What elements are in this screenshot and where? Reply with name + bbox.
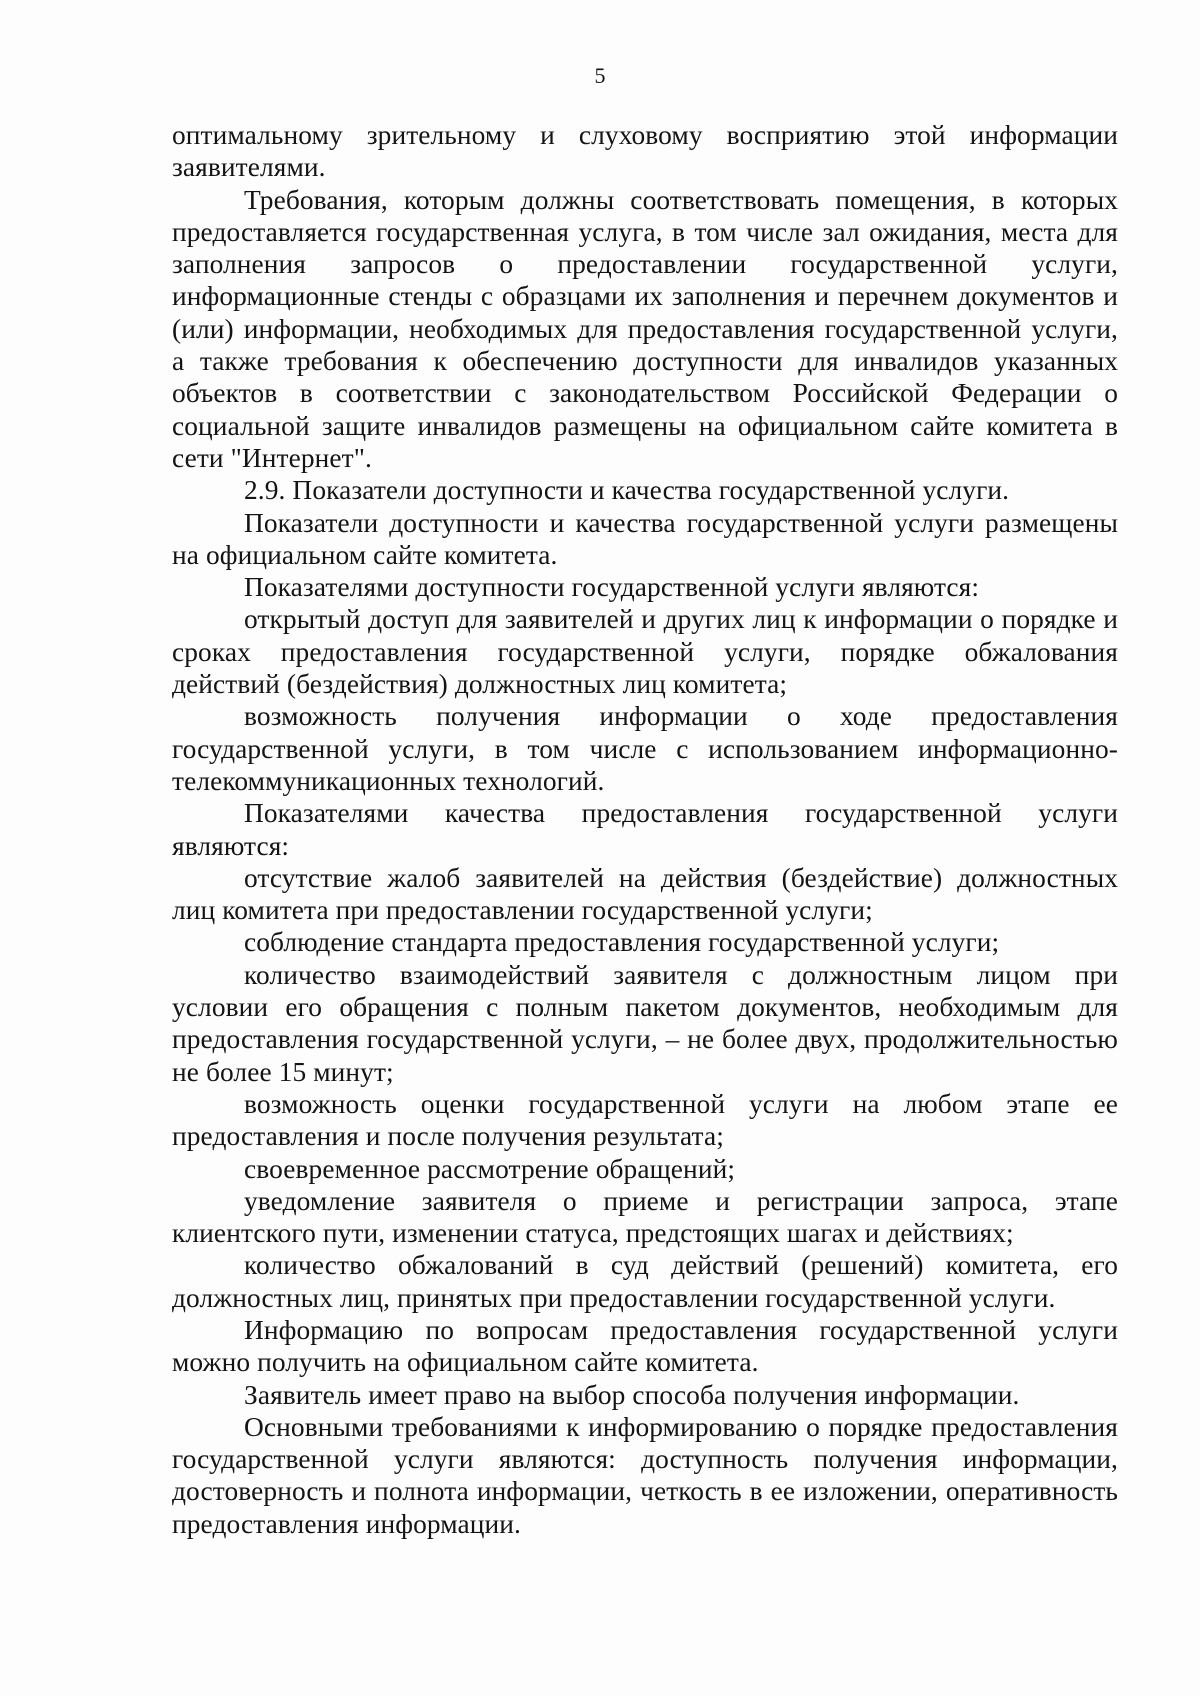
paragraph-5: Показателями доступности государственной услуги являются: [244,572,980,603]
page-number: 5 [594,63,606,88]
paragraph-9: отсутствие жалоб заявителей на действия (бездействие) должностных лиц комитета при предоставлении государственной услуги; [172,862,1118,926]
paragraph-16: Информацию по вопросам предоставления государственной услуги можно получить на официальном сайте комитета. [172,1314,1118,1378]
paragraph-13: своевременное рассмотрение обращений; [244,1153,736,1184]
paragraph-12: возможность оценки государственной услуги на любом этапе ее предоставления и после получения результата; [172,1088,1118,1152]
paragraph-7: возможность получения информации о ходе предоставления государственной услуги, в том числе с использованием информационно-телекоммуникационных технологий. [172,701,1118,796]
paragraph-17: Заявитель имеет право на выбор способа получения информации. [244,1379,1020,1410]
paragraph-8: Показателями качества предоставления государственной услуги являются: [172,798,1118,861]
document-body [172,119,1118,1540]
paragraph-1: оптимальному зрительному и слуховому восприятию этой информации заявителями. [172,120,1118,183]
paragraph-6: открытый доступ для заявителей и других лиц к информации о порядке и сроках предоставления государственной услуги, порядке обжалования действий (бездействия) должностных лиц комитета; [172,604,1118,700]
paragraph-18: Основными требованиями к информированию о порядке предоставления государственной услуги являются: доступность получения информации, достоверность и полнота информации, четкость в ее изложении, оперативность предоставления информации. [172,1411,1118,1539]
paragraph-14: уведомление заявителя о приеме и регистрации запроса, этапе клиентского пути, изменении статуса, предстоящих шагах и действиях; [172,1185,1118,1249]
paragraph-4: Показатели доступности и качества государственной услуги размещены на официальном сайте комитета. [172,507,1118,570]
paragraph-15: количество обжалований в суд действий (решений) комитета, его должностных лиц, принятых при предоставлении государственной услуги. [172,1250,1118,1313]
paragraph-3: 2.9. Показатели доступности и качества государственной услуги. [244,475,1010,506]
paragraph-11: количество взаимодействий заявителя с должностным лицом при условии его обращения с полным пакетом документов, необходимым для предоставления государственной услуги, – не более двух, продолжительностью не более 15 минут; [172,959,1118,1087]
paragraph-2: Требования, которым должны соответствовать помещения, в которых предоставляется государственная услуга, в том числе зал ожидания, места для заполнения запросов о предоставлении государственной услуги, информационные стенды с образцами их заполнения и перечнем документов и (или) информации, необходимых для предоставления государственной услуги, а также требования к обеспечению доступности для инвалидов указанных объектов в соответствии с законодательством Российской Федерации о социальной защите инвалидов размещены на официальном сайте комитета в сети "Интернет". [172,184,1118,473]
paragraph-10: соблюдение стандарта предоставления государственной услуги; [244,927,1000,958]
